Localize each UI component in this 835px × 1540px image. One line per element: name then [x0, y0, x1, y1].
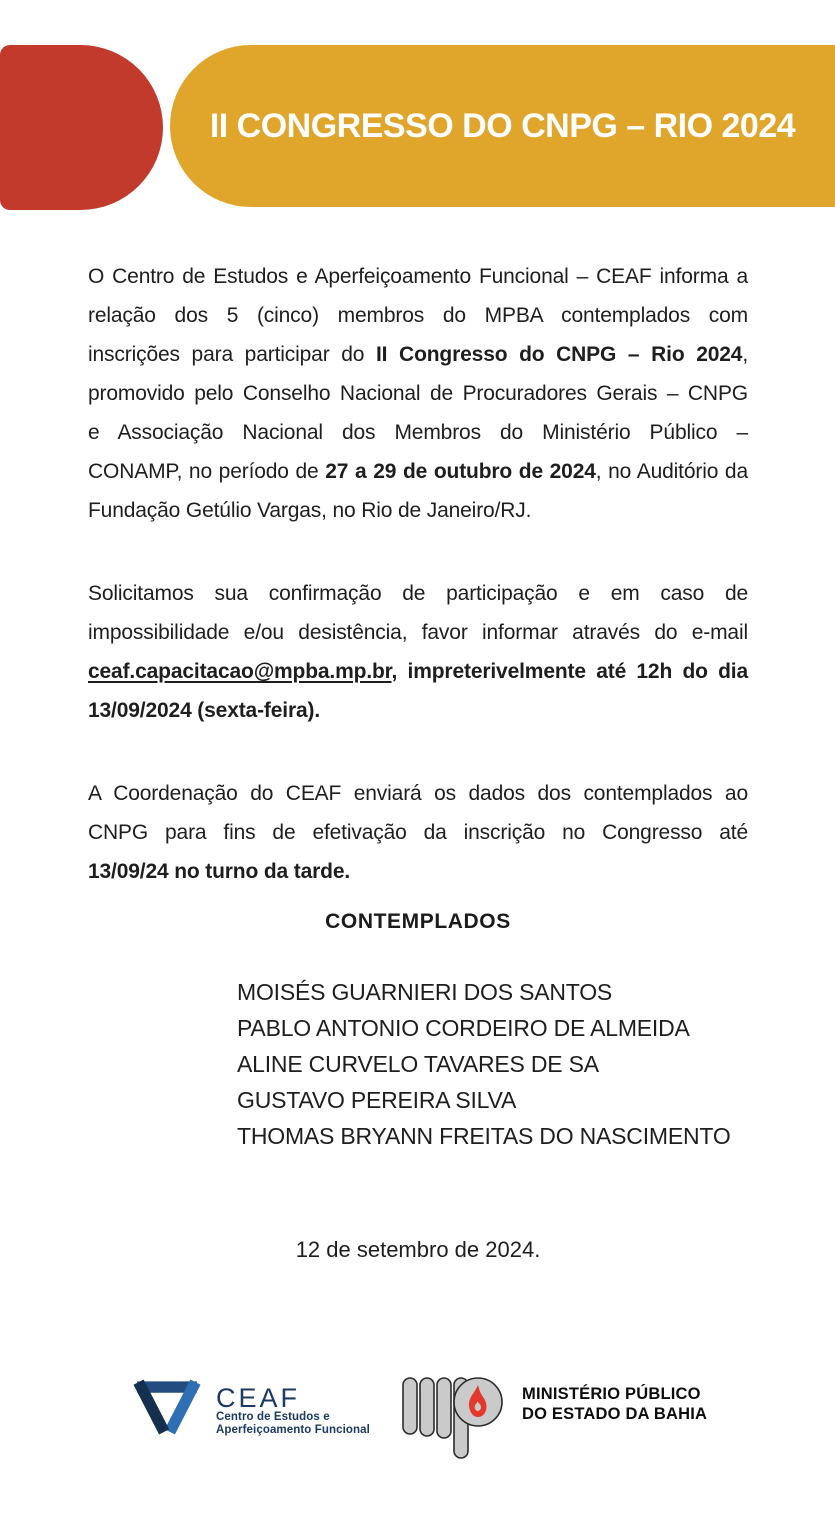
- text-segment: e Associação Nacional dos Membros do Ministério Público –: [88, 421, 748, 444]
- text-line: [88, 652, 748, 691]
- text-line: [88, 374, 748, 413]
- text-line: [88, 296, 748, 335]
- text-line: [88, 335, 748, 374]
- ceaf-subtitle-line1: Centro de Estudos e: [216, 1411, 330, 1423]
- event-dates-bold: 27 a 29 de outubro de 2024: [325, 460, 596, 483]
- text-segment: O Centro de Estudos e Aperfeiçoamento Funcional – CEAF informa a: [88, 265, 748, 288]
- text-line: [88, 813, 748, 852]
- paragraph-intro: [88, 257, 748, 530]
- text-segment: CNPG para fins de efetivação da inscrição no Congresso até: [88, 821, 748, 844]
- contemplados-list: [88, 974, 748, 1154]
- list-item: GUSTAVO PEREIRA SILVA: [237, 1087, 517, 1113]
- mp-title-line2: DO ESTADO DA BAHIA: [522, 1405, 708, 1423]
- text-line: [88, 257, 748, 296]
- page-title: II CONGRESSO DO CNPG – RIO 2024: [209, 106, 796, 145]
- document-date: 12 de setembro de 2024.: [295, 1237, 541, 1262]
- text-segment: inscrições para participar do: [88, 343, 376, 366]
- paragraph-coordination: [88, 774, 748, 891]
- red-accent-shape: [0, 45, 163, 210]
- list-item: THOMAS BRYANN FREITAS DO NASCIMENTO: [237, 1123, 731, 1149]
- list-item: PABLO ANTONIO CORDEIRO DE ALMEIDA: [237, 1015, 690, 1041]
- text-segment: , no Auditório da: [595, 460, 748, 483]
- mp-title-line1: MINISTÉRIO PÚBLICO: [522, 1385, 701, 1403]
- deadline-bold: , impreterivelmente até 12h do dia: [391, 660, 748, 683]
- text-segment: ,: [742, 343, 748, 366]
- mp-logo-text: [522, 1375, 707, 1461]
- text-segment: Solicitamos sua confirmação de participação e em caso de: [88, 582, 748, 605]
- ceaf-acronym: CEAF: [216, 1383, 301, 1413]
- email-link[interactable]: ceaf.capacitacao@mpba.mp.br: [88, 660, 392, 683]
- text-line: [88, 852, 748, 891]
- text-segment: impossibilidade e/ou desistência, favor informar através do e-mail: [88, 621, 748, 644]
- text-segment: relação dos 5 (cinco) membros do MPBA contemplados com: [88, 304, 748, 327]
- title-banner: [170, 45, 835, 207]
- list-item: ALINE CURVELO TAVARES DE SA: [237, 1051, 599, 1077]
- mp-logo: [400, 1375, 707, 1461]
- paragraph-confirmation: [88, 574, 748, 730]
- deadline-turn-bold: 13/09/24 no turno da tarde.: [88, 860, 351, 883]
- document-body: [88, 257, 748, 1264]
- ceaf-logo-text: [216, 1375, 370, 1439]
- list-item: MOISÉS GUARNIERI DOS SANTOS: [237, 979, 613, 1005]
- mp-flame-icon: [400, 1375, 506, 1461]
- text-line: [88, 774, 748, 813]
- contemplados-heading: CONTEMPLADOS: [325, 910, 511, 933]
- text-line: [88, 613, 748, 652]
- footer-logos: [0, 1375, 835, 1540]
- text-line: [88, 452, 748, 491]
- ceaf-subtitle-line2: Aperfeiçoamento Funcional: [216, 1424, 370, 1436]
- text-segment: Fundação Getúlio Vargas, no Rio de Janeiro/RJ.: [88, 499, 532, 522]
- text-segment: CONAMP, no período de: [88, 460, 326, 483]
- header-banner: [0, 0, 835, 210]
- event-name-bold: II Congresso do CNPG – Rio 2024: [376, 343, 743, 366]
- ceaf-logo: [131, 1375, 370, 1439]
- text-segment: A Coordenação do CEAF enviará os dados dos contemplados ao: [88, 782, 748, 805]
- deadline-date-bold: 13/09/2024 (sexta-feira).: [88, 699, 321, 722]
- text-segment: promovido pelo Conselho Nacional de Procuradores Gerais – CNPG: [88, 382, 748, 405]
- text-line: [88, 691, 748, 730]
- text-line: [88, 574, 748, 613]
- ceaf-triangle-knot-icon: [131, 1375, 203, 1439]
- text-line: [88, 491, 748, 530]
- text-line: [88, 413, 748, 452]
